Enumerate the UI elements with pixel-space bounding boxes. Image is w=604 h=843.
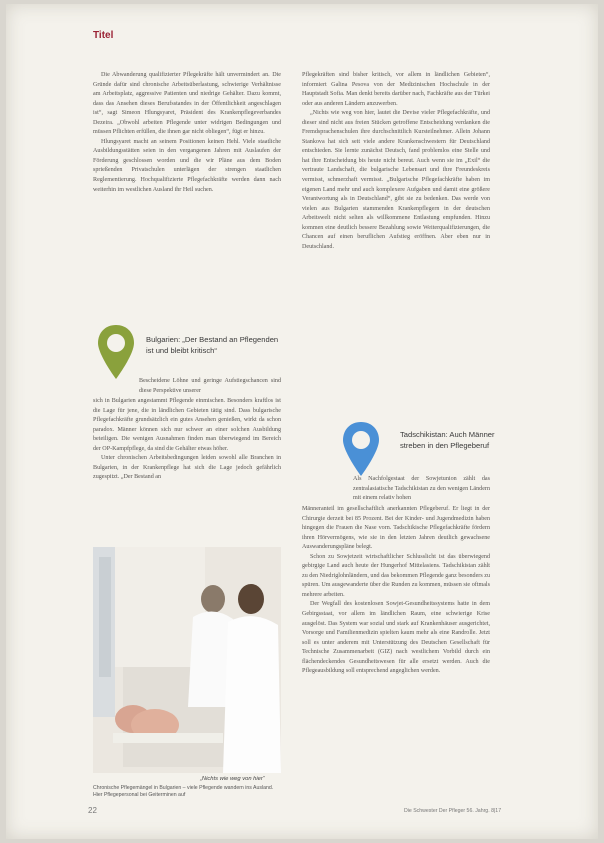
paragraph: Unter chronischen Arbeitsbedingungen leiden sowohl alle Branchen in Bulgarien, in der Krankenpflege hat sich die Lage jedoch gefährlich zugespitzt. „Der Bestand an — [93, 455, 281, 481]
photo-caption: Chronische Pflegemängel in Bulgarien – viele Pflegende wandern ins Ausland. Hier Pflegepersonal bei Geiterminen auf — [93, 785, 274, 799]
tajikistan-text — [302, 505, 490, 677]
paragraph: Der Wegfall des kostenlosen Sowjet-Gesundheitssystems hatte in dem Gebirgsstaat, vor allem im ländlichen Raum, eine schwierige Krise ausgelöst. Das System war sozial und stark auf Krankenhäuser ausgerichtet, Vorsorge und Familienmedizin spielten kaum mehr als eine Randrolle. Jetzt soll es unter anderem mit Unterstützung des Deutschen Gesellschaft für Technische Zusammenarbeit (GIZ) nach westlichem Vorbild durch ein flächendeckendes Gesundheitswesen für alle ersetzt werden. Auch die Pflegeausbildung soll entsprechend angeglichen werden. — [302, 601, 490, 675]
nurses-photo — [93, 547, 281, 773]
paragraph: Pflegekräften sind bisher kritisch, vor allem in ländlichen Gebieten“, informiert Galina Pesova von der Medizinischen Hochschule in der Hauptstadt Sofia. Man denkt bereits darüber nach, Fachkräfte aus der Türkei oder aus anderen Ländern anzuwerben. — [302, 72, 490, 107]
paragraph: „Nichts wie weg von hier, lautet die Devise vieler Pflegefachkräfte, und dieser sind nicht aus freien Stücken getroffene Entscheidung verdanken die Fremdsprachenschulen ihre durchschnittlich Kursteilnehmer. Allein Johann Stankova hat sich seit viele andere Krankenschwestern für Deutschland entschieden. Sie lernte zunächst Deutsch, fand problemlos eine Stelle und hat ihre Entscheidung bis heute nicht bereut. Auch wenn sie im „Exil“ die vertraute Landschaft, die bulgarische Lebensart und ihre Freundeskreis vermisst, schmerzhaft vermisst. „Bulgarische Pflegefachkräfte haben im eigenen Land mehr und auch komplexere Aufgaben und damit eine größere Verantwortung als in Deutschland“, gibt sie zu bedenken. Das werde von vielen aus Bulgarien stammenden Krankenpflegern in der deutschen Arbeitswelt nicht selten als willkommene Entlastung empfunden. Hinzu kommen eine deutlich bessere Bezahlung sowie Weiterqualifizierungen, die Chancen auf einen beruflichen Aufstieg eröffnen. Aber eben nur in Deutschland. — [302, 110, 490, 250]
photo-caption-title: „Nichts wie weg von hier“ — [200, 776, 265, 782]
paragraph: Hlungsyaret macht an seinem Positionen keinen Hehl. Viele staatliche Ausbildungsstätten seien in den vergangenen Jahren mit Auslaufen der Förderung geschlossen worden und die wir Pläne aus dem Boden sprießenden Privatschulen unterlägen der strengen staatlichen Reglementierung. Hochqualifizierte Pflegefachkräfte werden dann nach weiterhin im westlichen Ausland ihr Heil suchen. — [93, 138, 281, 193]
green-location-pin-icon — [96, 323, 136, 381]
paragraph: Die Abwanderung qualifizierter Pflegekräfte hält unvermindert an. Die Gründe dafür sind chronische Arbeitsüberlastung, schwierige Verhältnisse am Arbeitsplatz, aggressive Patienten und niedrige Gehälter. Dazu kommt, dass das Ansehen dieses Berufsstandes in der Öffentlichkeit angeschlagen ist“, sagt Simeon Hlungsyaret, Präsident des Krankenpflegeverbandes Dezeira. „Obwohl arbeiten Pflegende unter widrigen Bedingungen und müssen Pflichten erfüllen, die ihnen gar nicht obliegen“, fügt er hinzu. — [93, 72, 281, 136]
page-number: 22 — [88, 806, 97, 815]
bulgaria-text — [93, 397, 281, 483]
footer-publication: Die Schwester Der Pfleger 56. Jahrg. 8|17 — [404, 808, 502, 814]
paragraph: Schon zu Sowjetzeit wirtschaftlicher Schlusslicht ist das überwiegend gebirgige Land auch heute der Hungerhof Mittelasiens. Tadschikistan zählt zu den Niedriglohnländern, und das bekommen Pflegende ganz besonders zu spüren. Um ausgewanderte über die Runden zu kommen, müssen sie oftmals mehrere arbeiten. — [302, 553, 490, 598]
blue-location-pin-icon — [341, 420, 381, 478]
left-column-top-text — [93, 71, 281, 195]
section-title: Titel — [93, 30, 114, 41]
paragraph: Männeranteil im gesellschaftlich anerkannten Pflegeberuf. Er liegt in der Chirurgie derzeit bei 85 Prozent. Bei der Kinder- und Jugendmedizin haben hingegen die Frauen die Nase vorn. Tadschikische Pflegefachkräfte fördern ihren Hörvermögens, wie sie in den letzten Jahren deutlich gewachsene Auswanderungspläne belegt. — [302, 506, 490, 551]
bulgaria-heading: Bulgarien: „Der Bestand an Pflegenden ist und bleibt kritisch“ — [146, 335, 279, 355]
tajikistan-heading: Tadschikistan: Auch Männer streben in den Pflegeberuf — [400, 430, 495, 450]
bulgaria-intro: Bescheidene Löhne und geringe Aufstiegschancen sind diese Perspektive unserer — [139, 378, 281, 394]
right-column-top-text — [302, 71, 490, 252]
tajikistan-intro: Als Nachfolgestaat der Sowjetunion zählt das zentralasiatische Tadschikistan zu den wenigen Ländern mit einem relativ hohen — [353, 476, 490, 502]
paragraph: sich in Bulgarien angestammt Pflegende einmischen. Besonders kraftlos ist die Lage für jene, die in ländlichen Gebieten tätig sind. Dass bulgarische Pflegefachkräfte grundsätzlich ein gutes Ansehen genießen, wirkt da schon paradox. Männer können sich nur schwer an einer solchen Ausbildung beteiligen. Die wenigen Ausnahmen finden man überwiegend im Bereich der OP-Kampfpflege, da sind die Gehälter etwas höher. — [93, 398, 281, 452]
